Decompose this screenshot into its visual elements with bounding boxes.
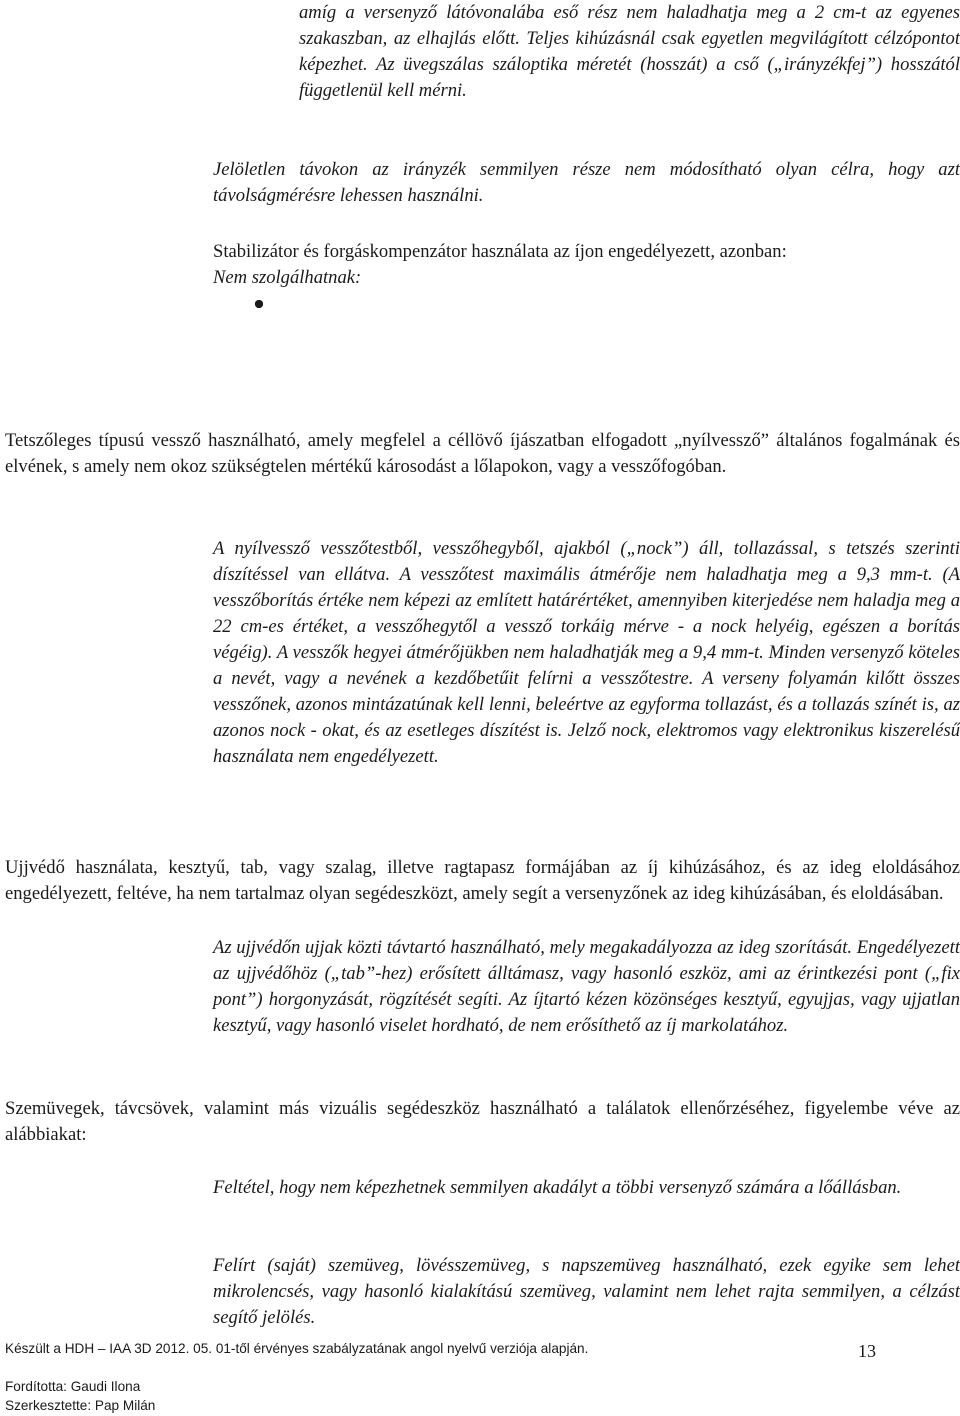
bullet-icon [255, 300, 263, 308]
footer-editor: Szerkesztette: Pap Milán [5, 1398, 156, 1413]
paragraph-sight-fiber [299, 0, 960, 104]
paragraph-arrows [5, 428, 960, 480]
paragraph-unmarked-distances [213, 157, 960, 209]
paragraph-text: Jelöletlen távokon az irányzék semmilyen része nem módosítható olyan célra, hogy azt távolságmérésre lehessen használni. [213, 159, 960, 206]
paragraph-text: Ujjvédő használata, kesztyű, tab, vagy szalag, illetve ragtapasz formájában az íj kihúzásához, és az ideg eloldásához engedélyezett, feltéve, ha nem tartalmaz olyan segédeszközt, amely segít a versenyzőnek az ideg kihúzásában, és eloldásában. [5, 857, 960, 904]
paragraph-text: Stabilizátor és forgáskompenzátor használata az íjon engedélyezett, azonban: [213, 241, 787, 262]
paragraph-text: Szemüvegek, távcsövek, valamint más vizuális segédeszköz használható a találatok ellenőrzéséhez, figyelembe véve az alábbiakat: [5, 1098, 960, 1145]
paragraph-arrow-definition [213, 536, 960, 770]
paragraph-subtext: Nem szolgálhatnak: [213, 267, 362, 288]
paragraph-text: Feltétel, hogy nem képezhetnek semmilyen akadályt a többi versenyző számára a lőállásban. [213, 1177, 902, 1198]
footer-source: Készült a HDH – IAA 3D 2012. 05. 01-től érvényes szabályzatának angol nyelvű verziója alapján. [5, 1341, 589, 1356]
page-number: 13 [858, 1341, 876, 1361]
paragraph-finger-protection [5, 855, 960, 907]
paragraph-optical-aids [5, 1096, 960, 1148]
paragraph-text: Felírt (saját) szemüveg, lövésszemüveg, s napszemüveg használható, ezek egyike sem lehet mikrolencsés, vagy hasonló kialakítású szemüveg, valamint nem lehet rajta semmilyen, a célzást segítő jelölés. [213, 1255, 960, 1328]
paragraph-text: Az ujjvédőn ujjak közti távtartó használható, mely megakadályozza az ideg szorítását. Engedélyezett az ujjvédőhöz („tab”-hez) erősített álltámasz, vagy hasonló eszköz, ami az érintkezési pont („fix pont”) horgonyzását, rögzítését segíti. Az íjtartó kézen közönséges kesztyű, egyujjas, vagy ujjatlan kesztyű, vagy hasonló viselet hordható, de nem erősíthető az íj markolatához. [213, 937, 960, 1036]
paragraph-text: A nyílvessző vesszőtestből, vesszőhegyből, ajakból („nock”) áll, tollazással, s tetszés szerinti díszítéssel van ellátva. A vesszőtest maximális átmérője nem haladhatja meg a 9,3 mm-t. (A vesszőborítás értéke nem képezi az említett határértéket, amennyiben kiterjedése nem haladja meg a 22 cm-es értéket, a vesszőhegytől a vessző torkáig mérve - a nock helyéig, egészen a borítás végéig). A vesszők hegyei átmérőjükben nem haladhatják meg a 9,4 mm-t. Minden versenyző köteles a nevét, vagy a nevének a kezdőbetűit felírni a vesszőtestre. A verseny folyamán kilőtt összes vesszőnek, azonos mintázatúnak kell lenni, beleértve az egyforma tollazást, és a tollazás színét is, az azonos nock - okat, és az esetleges díszítést is. Jelző nock, elektromos vagy elektronikus kiszerelésű használata nem engedélyezett. [213, 538, 960, 767]
paragraph-text: Tetszőleges típusú vessző használható, amely megfelel a céllövő íjászatban elfogadott „nyílvessző” általános fogalmának és elvének, s amely nem okoz szükségtelen mértékű károsodást a lőlapokon, vagy a vesszőfogóban. [5, 430, 960, 477]
paragraph-glasses [213, 1253, 960, 1331]
paragraph-finger-spacer [213, 935, 960, 1039]
footer-translator: Fordította: Gaudi Ilona [5, 1379, 141, 1394]
paragraph-stabilizer [213, 239, 960, 291]
paragraph-no-obstruction [213, 1175, 960, 1201]
paragraph-text: amíg a versenyző látóvonalába eső rész nem haladhatja meg a 2 cm-t az egyenes szakaszban, az elhajlás előtt. Teljes kihúzásnál csak egyetlen megvilágított célzópontot képezhet. Az üvegszálas száloptika méretét (hosszát) a cső („irányzékfej”) hosszától függetlenül kell mérni. [299, 2, 960, 101]
